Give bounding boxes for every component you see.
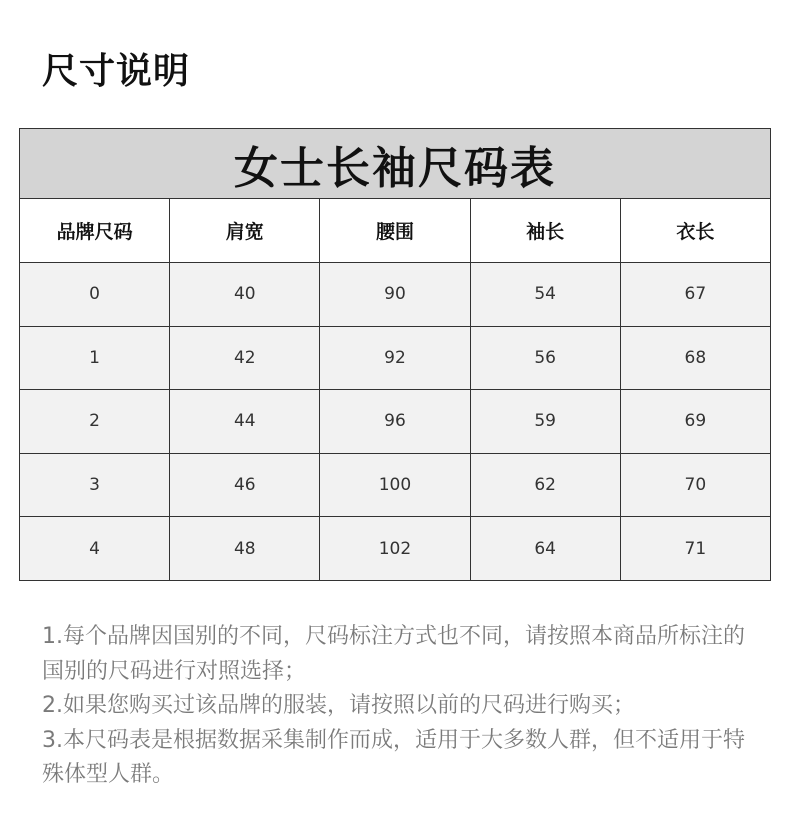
table-cell: 102 xyxy=(320,517,470,581)
table-cell: 64 xyxy=(470,517,620,581)
table-cell: 71 xyxy=(620,517,770,581)
table-title: 女士长袖尺码表 xyxy=(20,129,771,199)
table-cell: 96 xyxy=(320,390,470,454)
table-cell: 48 xyxy=(170,517,320,581)
table-row xyxy=(20,263,771,327)
table-row xyxy=(20,326,771,390)
table-cell: 40 xyxy=(170,263,320,327)
size-notes xyxy=(42,620,762,793)
note-item: 3.本尺码表是根据数据采集制作而成，适用于大多数人群，但不适用于特殊体型人群。 xyxy=(42,727,745,787)
table-cell: 68 xyxy=(620,326,770,390)
table-cell: 92 xyxy=(320,326,470,390)
table-title-row xyxy=(20,129,771,199)
note-item: 2.如果您购买过该品牌的服装，请按照以前的尺码进行购买； xyxy=(42,693,635,718)
page-title: 尺寸说明 xyxy=(42,51,191,92)
table-cell: 2 xyxy=(20,390,170,454)
table-row xyxy=(20,517,771,581)
table-row xyxy=(20,390,771,454)
header-body-length: 衣长 xyxy=(620,199,770,263)
table-cell: 59 xyxy=(470,390,620,454)
header-waist: 腰围 xyxy=(320,199,470,263)
header-shoulder-width: 肩宽 xyxy=(170,199,320,263)
table-cell: 100 xyxy=(320,453,470,517)
table-cell: 44 xyxy=(170,390,320,454)
table-cell: 0 xyxy=(20,263,170,327)
table-cell: 56 xyxy=(470,326,620,390)
table-header-row xyxy=(20,199,771,263)
table-cell: 54 xyxy=(470,263,620,327)
table-cell: 1 xyxy=(20,326,170,390)
table-cell: 42 xyxy=(170,326,320,390)
header-size: 品牌尺码 xyxy=(20,199,170,263)
table-cell: 69 xyxy=(620,390,770,454)
table-row xyxy=(20,453,771,517)
table-cell: 90 xyxy=(320,263,470,327)
table-cell: 62 xyxy=(470,453,620,517)
note-item: 1.每个品牌因国别的不同，尺码标注方式也不同，请按照本商品所标注的国别的尺码进行对照选择； xyxy=(42,624,745,684)
table-cell: 3 xyxy=(20,453,170,517)
header-sleeve-length: 袖长 xyxy=(470,199,620,263)
size-chart-table xyxy=(19,128,771,581)
table-cell: 4 xyxy=(20,517,170,581)
table-cell: 46 xyxy=(170,453,320,517)
table-cell: 70 xyxy=(620,453,770,517)
table-cell: 67 xyxy=(620,263,770,327)
